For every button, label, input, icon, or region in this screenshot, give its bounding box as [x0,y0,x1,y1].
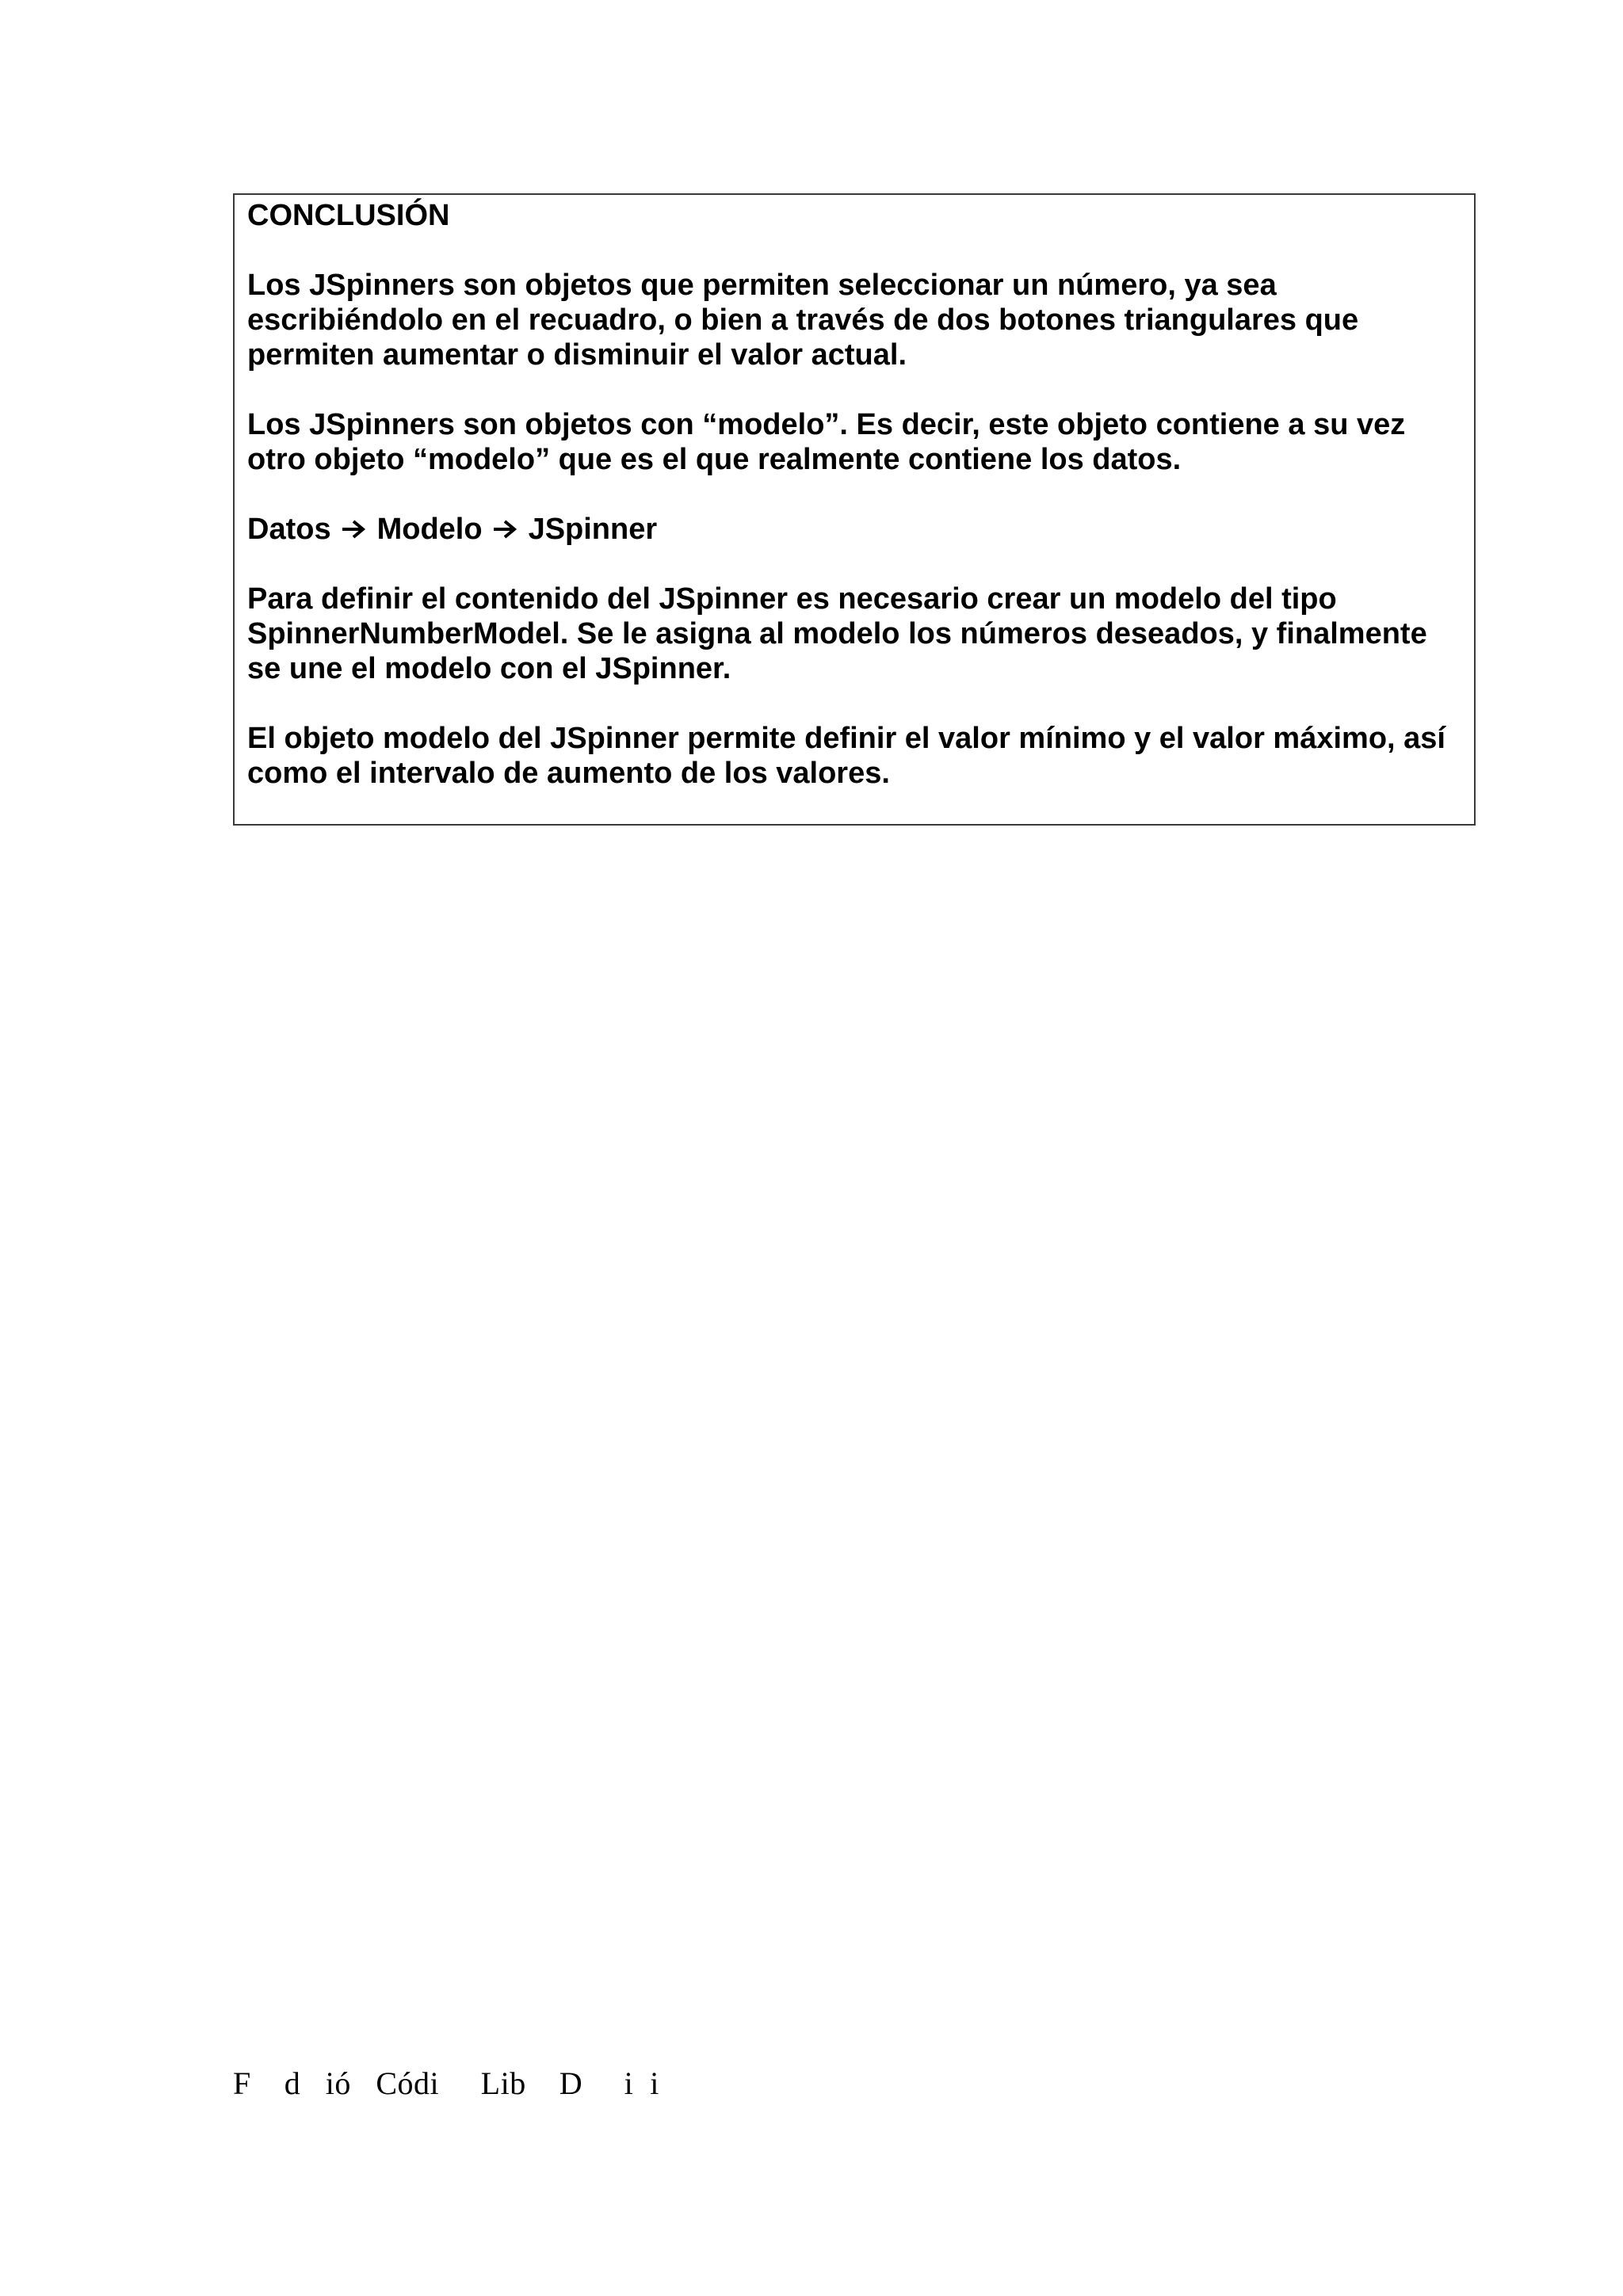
arrow-right-icon [341,518,366,540]
flow-diagram-line [247,512,1461,547]
paragraph-spinner-number-model: Para definir el contenido del JSpinner es necesario crear un modelo del tipo SpinnerNumberModel. Se le asigna al modelo los números deseados, y finalmente se une el modelo con el JSpinner. [247,582,1427,685]
conclusion-title: CONCLUSIÓN [247,199,450,232]
paragraph-min-max: El objeto modelo del JSpinner permite definir el valor mínimo y el valor máximo, así como el intervalo de aumento de los valores. [247,722,1445,790]
paragraph-definition: Los JSpinners son objetos que permiten seleccionar un número, ya sea escribiéndolo en el recuadro, o bien a través de dos botones triangulares que permiten aumentar o disminuir el valor actual. [247,269,1359,372]
arrow-right-icon [492,518,517,540]
flow-step-datos: Datos [247,513,331,546]
paragraph-model: Los JSpinners son objetos con “modelo”. Es decir, este objeto contiene a su vez otro objeto “modelo” que es el que realmente contiene los datos. [247,408,1406,476]
flow-step-jspinner: JSpinner [528,513,658,546]
flow-step-modelo: Modelo [376,513,483,546]
page-footer: F d ió Códi Lib D i i [233,2065,659,2101]
conclusion-box [233,193,1476,826]
